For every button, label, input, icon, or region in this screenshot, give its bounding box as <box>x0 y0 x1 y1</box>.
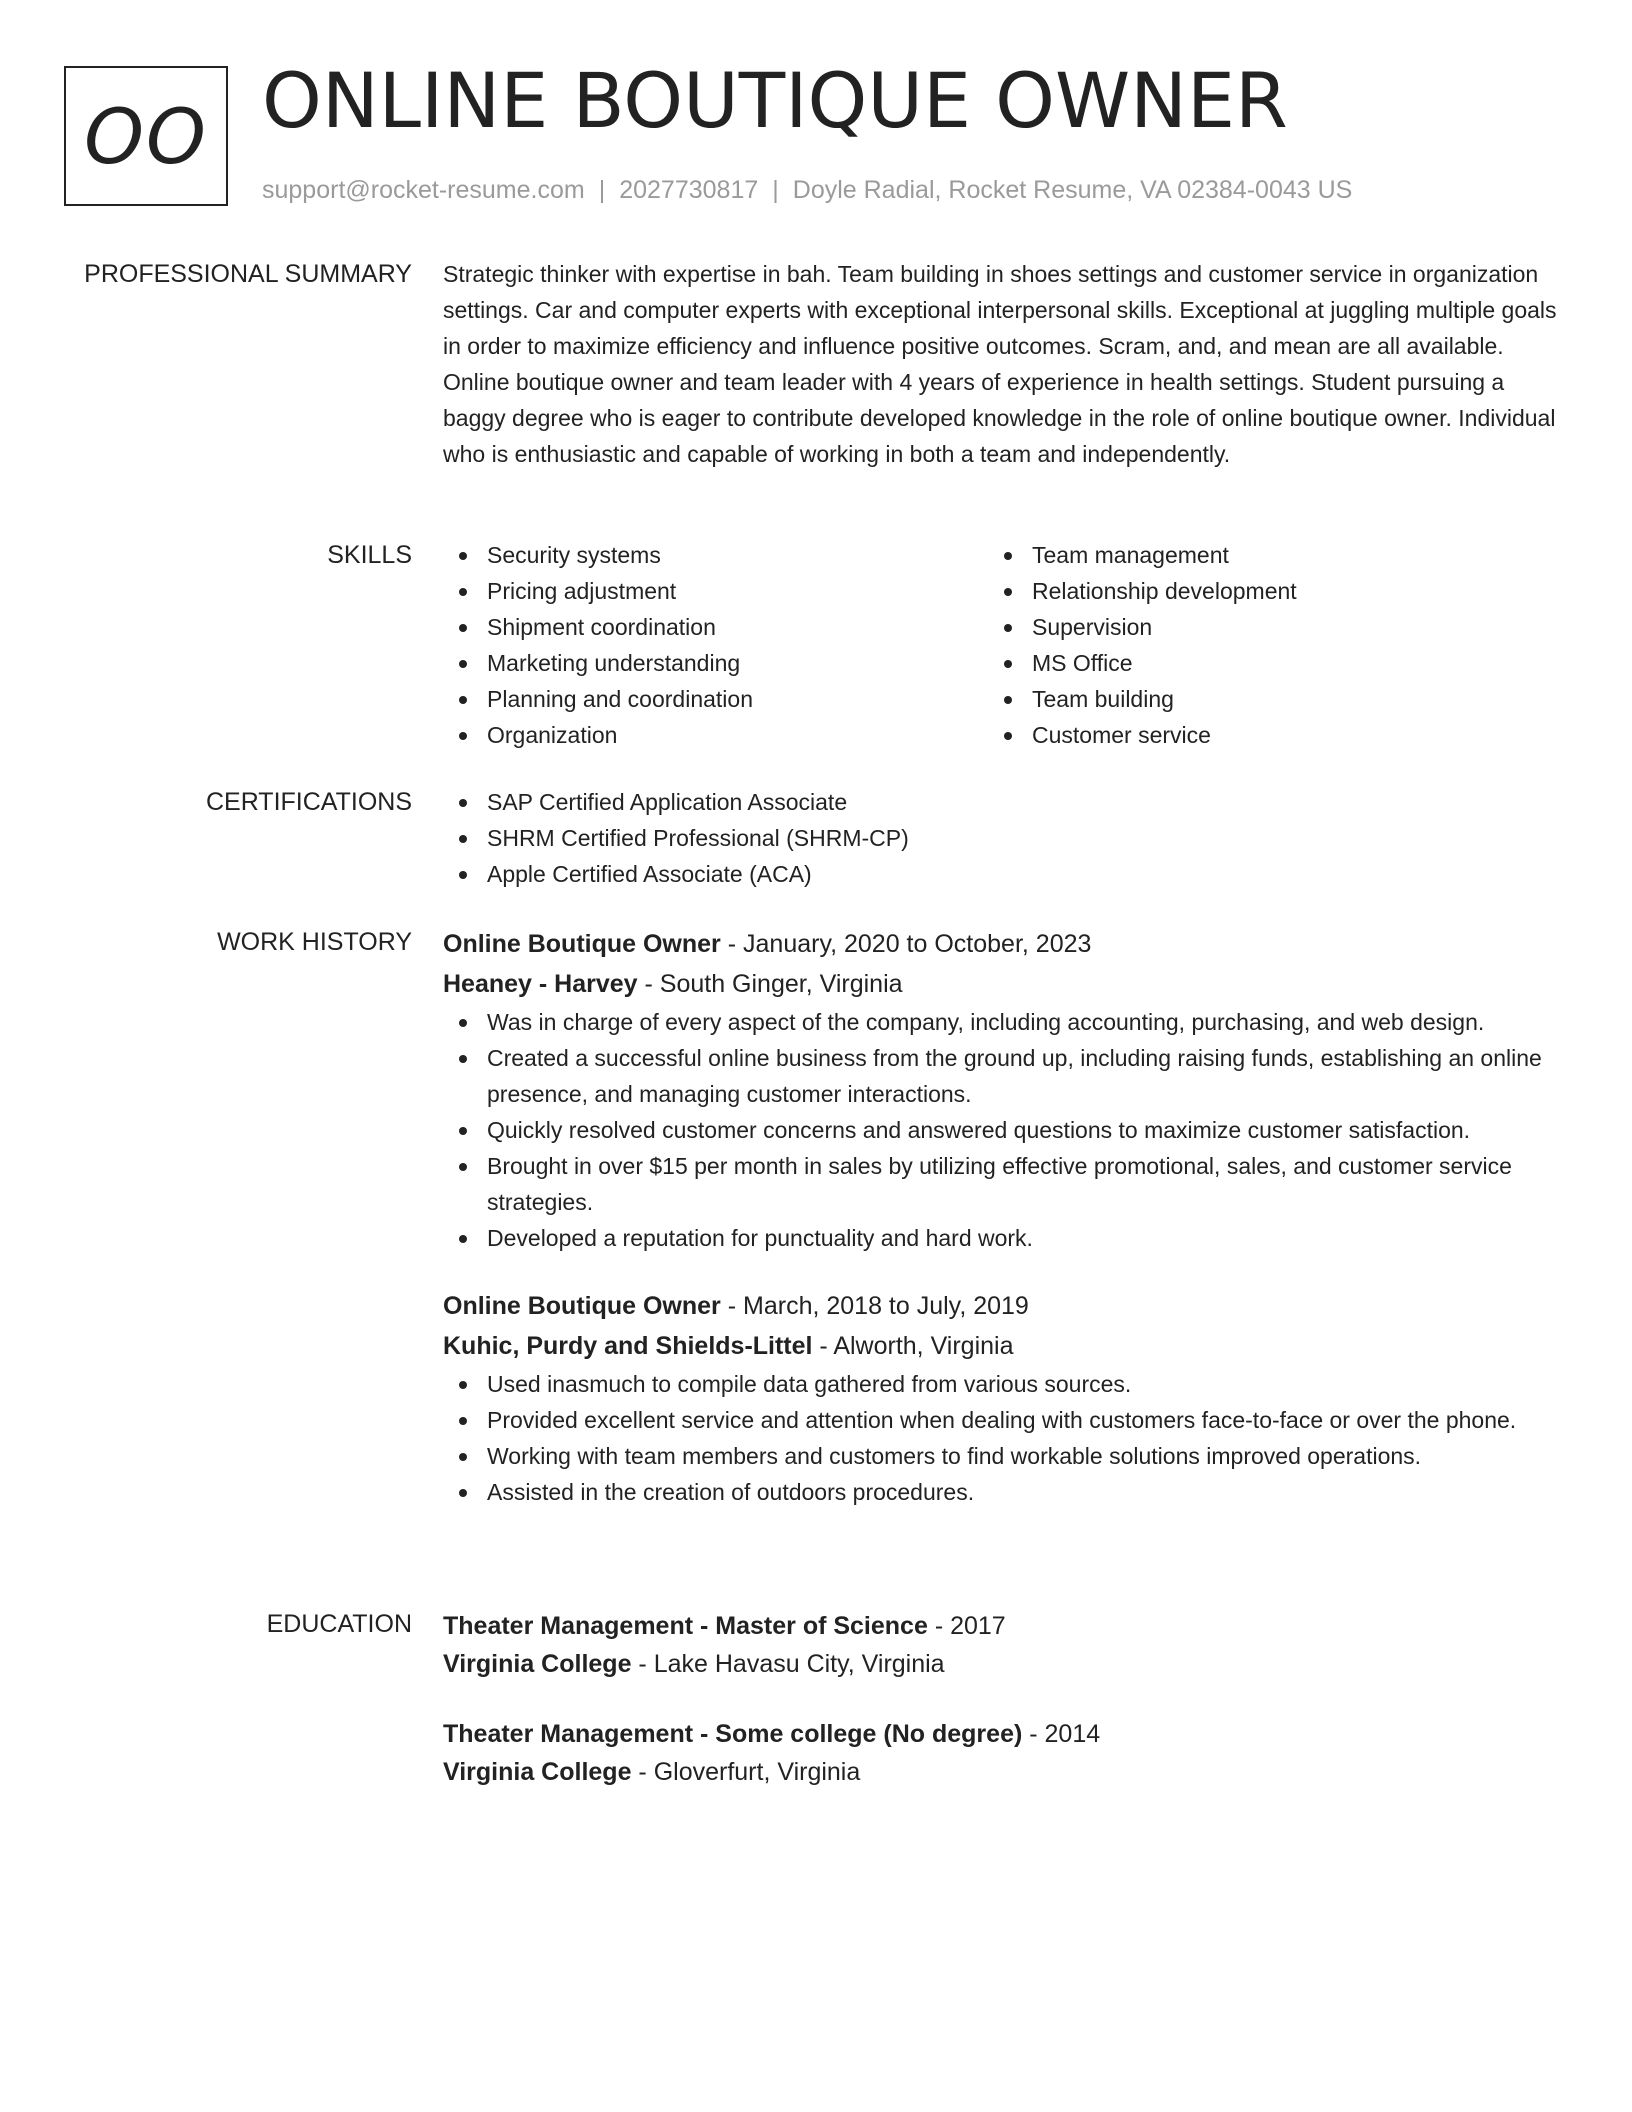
job-duty: Working with team members and customers to find workable solutions improved operations. <box>443 1438 1563 1474</box>
education-school-line <box>443 1644 1563 1684</box>
education-location: - Gloverfurt, Virginia <box>631 1758 861 1786</box>
contact-phone[interactable]: 2027730817 <box>619 176 759 204</box>
education-school: Virginia College <box>443 1650 632 1678</box>
certifications-body <box>443 784 1563 892</box>
summary-text: Strategic thinker with expertise in bah. Team building in shoes settings and customer service in organization settings. Car and computer experts with exceptional interpersonal skills. Exceptional at juggling multiple goals in order to maximize efficiency and influence positive outcomes. Scram, and, and mean are all available. Online boutique owner and team leader with 4 years of experience in health settings. Student pursuing a baggy degree who is eager to contribute developed knowledge in the role of online boutique owner. Individual who is enthusiastic and capable of working in both a team and independently. <box>443 261 1557 467</box>
skill-item: Organization <box>443 717 988 753</box>
job-duties-list <box>443 1004 1563 1256</box>
job-company: Heaney - Harvey <box>443 970 638 998</box>
monogram-initials: OO <box>84 91 208 181</box>
skill-item: Planning and coordination <box>443 681 988 717</box>
summary-body <box>443 256 1563 472</box>
job-company-line <box>443 1326 1563 1366</box>
certification-item: SAP Certified Application Associate <box>443 784 1563 820</box>
job-title-line <box>443 1286 1563 1326</box>
summary-heading: PROFESSIONAL SUMMARY <box>84 260 412 288</box>
job-role: Online Boutique Owner <box>443 1292 721 1320</box>
job-duty: Assisted in the creation of outdoors procedures. <box>443 1474 1563 1510</box>
contact-line <box>262 173 1352 207</box>
job-location: - South Ginger, Virginia <box>637 970 903 998</box>
job-company: Kuhic, Purdy and Shields-Littel <box>443 1332 813 1360</box>
job-duty: Brought in over $15 per month in sales by utilizing effective promotional, sales, and customer service strategies. <box>443 1148 1563 1220</box>
skills-heading: SKILLS <box>327 541 412 569</box>
education-entry <box>443 1714 1563 1792</box>
job-dates: - March, 2018 to July, 2019 <box>720 1292 1029 1320</box>
certification-item: SHRM Certified Professional (SHRM-CP) <box>443 820 1563 856</box>
skill-item: Customer service <box>988 717 1533 753</box>
job-location: - Alworth, Virginia <box>812 1332 1014 1360</box>
skill-item: Shipment coordination <box>443 609 988 645</box>
job-entry <box>443 924 1563 1256</box>
education-location: - Lake Havasu City, Virginia <box>631 1650 945 1678</box>
job-duties-list <box>443 1366 1563 1510</box>
education-entry <box>443 1606 1563 1684</box>
education-heading: EDUCATION <box>266 1610 412 1638</box>
resume-name: ONLINE BOUTIQUE OWNER <box>262 56 1288 145</box>
monogram-box <box>64 66 228 206</box>
job-duty: Provided excellent service and attention when dealing with customers face-to-face or over the phone. <box>443 1402 1563 1438</box>
contact-separator: | <box>598 176 606 204</box>
contact-email[interactable]: support@rocket-resume.com <box>262 176 585 204</box>
education-body <box>443 1606 1563 1792</box>
education-degree-line <box>443 1606 1563 1646</box>
contact-address: Doyle Radial, Rocket Resume, VA 02384-0043 US <box>792 176 1353 204</box>
job-role: Online Boutique Owner <box>443 930 721 958</box>
job-entry <box>443 1286 1563 1510</box>
education-degree: Theater Management - Some college (No degree) <box>443 1720 1023 1748</box>
education-year: - 2017 <box>927 1612 1006 1640</box>
work-history-heading: WORK HISTORY <box>217 928 412 956</box>
education-degree: Theater Management - Master of Science <box>443 1612 928 1640</box>
certifications-list <box>443 784 1563 892</box>
education-school: Virginia College <box>443 1758 632 1786</box>
job-company-line <box>443 964 1563 1004</box>
skill-item: Marketing understanding <box>443 645 988 681</box>
skills-body <box>443 537 1563 753</box>
job-duty: Quickly resolved customer concerns and answered questions to maximize customer satisfaction. <box>443 1112 1563 1148</box>
skill-item: Relationship development <box>988 573 1533 609</box>
job-title-line <box>443 924 1563 964</box>
education-school-line <box>443 1752 1563 1792</box>
skill-item: Team management <box>988 537 1533 573</box>
skill-item: Pricing adjustment <box>443 573 988 609</box>
skill-item: MS Office <box>988 645 1533 681</box>
contact-separator: | <box>772 176 779 204</box>
education-degree-line <box>443 1714 1563 1754</box>
job-duty: Was in charge of every aspect of the company, including accounting, purchasing, and web design. <box>443 1004 1563 1040</box>
skill-item: Security systems <box>443 537 988 573</box>
education-year: - 2014 <box>1022 1720 1101 1748</box>
work-history-body <box>443 924 1563 1510</box>
skill-item: Team building <box>988 681 1533 717</box>
skills-list-left <box>443 537 988 753</box>
job-duty: Created a successful online business from the ground up, including raising funds, establishing an online presence, and managing customer interactions. <box>443 1040 1563 1112</box>
certification-item: Apple Certified Associate (ACA) <box>443 856 1563 892</box>
certifications-heading: CERTIFICATIONS <box>205 788 412 816</box>
job-duty: Used inasmuch to compile data gathered from various sources. <box>443 1366 1563 1402</box>
job-duty: Developed a reputation for punctuality and hard work. <box>443 1220 1563 1256</box>
skills-list-right <box>988 537 1533 753</box>
skill-item: Supervision <box>988 609 1533 645</box>
job-dates: - January, 2020 to October, 2023 <box>720 930 1092 958</box>
